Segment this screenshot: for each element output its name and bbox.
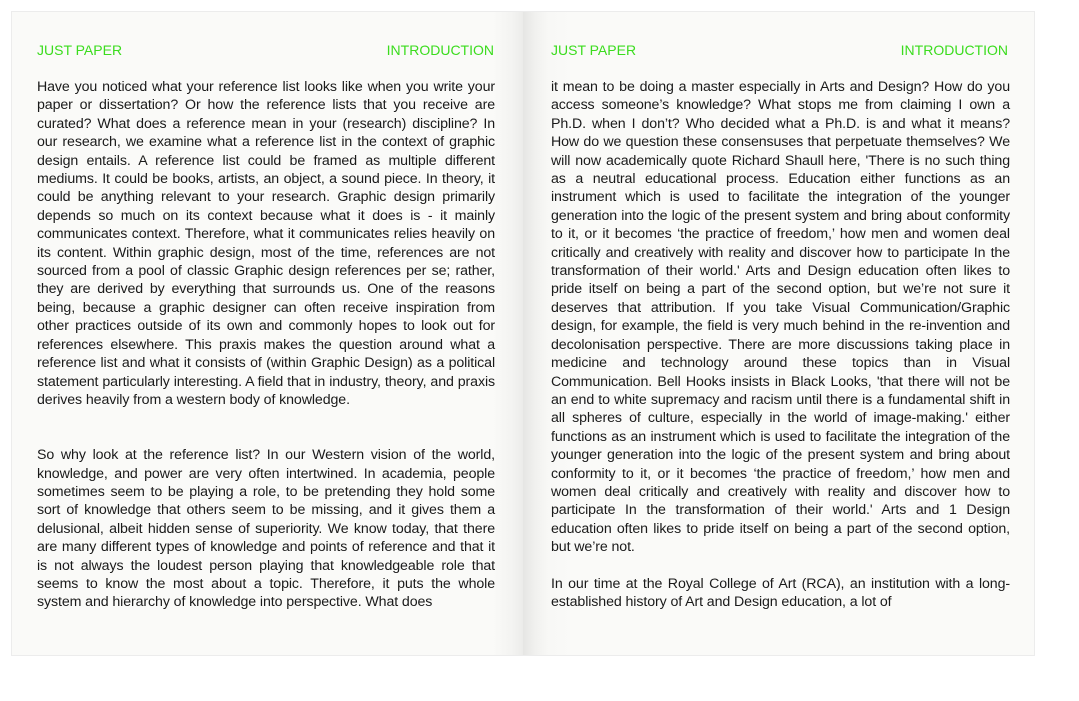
left-page-body	[37, 78, 495, 612]
book-spread	[12, 12, 1034, 655]
running-head-section: INTRODUCTION	[900, 42, 1008, 58]
right-page-body	[551, 78, 1010, 612]
running-head-publication: JUST PAPER	[551, 42, 637, 58]
paragraph-spacer	[551, 557, 1010, 575]
paragraph-spacer	[37, 409, 495, 446]
right-page	[523, 12, 1034, 655]
running-head-section: INTRODUCTION	[386, 42, 494, 58]
right-page-header	[551, 42, 1008, 60]
body-paragraph: Have you noticed what your reference list looks like when you write your paper or dissertation? Or how the reference lists that you receive are curated? What does a reference mean in your (research) discipline? In our research, we examine what a reference list in the context of graphic design entails. A reference list could be framed as multiple different mediums. It could be books, artists, an object, a sound piece. In theory, it could be anything relevant to your research. Graphic design primarily depends so much on its context because what it does is - it mainly communicates context. Therefore, what it communicates relies heavily on its content. Within graphic design, most of the time, references are not sourced from a pool of classic Graphic design references per se; rather, they are derived by everything that surrounds us. One of the reasons being, because a graphic designer can often receive inspiration from other practices outside of its own and commonly hopes to look out for references elsewhere. This praxis makes the question around what a reference list and what it consists of (within Graphic Design) as a political statement particularly interesting. A field that in industry, theory, and praxis derives heavily from a western body of knowledge.	[37, 79, 495, 408]
left-page-header	[37, 42, 494, 60]
body-paragraph: it mean to be doing a master especially in Arts and Design? How do you access someone’s knowledge? What stops me from claiming I own a Ph.D. when I don’t? Who decided what a Ph.D. is and what it means? How do we question these consensuses that perpetuate themselves? We will now academically quote Richard Shaull here, 'There is no such thing as a neutral educational process. Education either functions as an instrument which is used to facilitate the integration of the younger generation into the logic of the present system and bring about conformity to it, or it becomes ‘the practice of freedom,’ how men and women deal critically and creatively with reality and discover how to participate In the transformation of their world.' Arts and Design education often likes to pride itself on being a part of the second option, but we’re not sure it deserves that attribution. If you take Visual Communication/Graphic design, for example, the field is very much behind in the re-invention and decolonisation perspective. There are more discussions taking place in medicine and technology around these topics than in Visual Communication. Bell Hooks insists in Black Looks, 'that there will not be an end to white supremacy and racism until there is a fundamental shift in all spheres of culture, especially in the world of image-making.' either functions as an instrument which is used to facilitate the integration of the younger generation into the logic of the present system and bring about conformity to it, or it becomes ‘the practice of freedom,’ how men and women deal critically and creatively with reality and discover how to participate In the transformation of their world.' Arts and 1 Design education often likes to pride itself on being a part of the second option, but we’re not.	[551, 79, 1010, 556]
body-paragraph: So why look at the reference list? In our Western vision of the world, knowledge, and power are very often intertwined. In academia, people sometimes seem to be playing a role, to be pretending they hold some sort of knowledge that others seem to be missing, and it gives them a delusional, albeit hidden sense of superiority. We know today, that there are many different types of knowledge and points of reference and that it is not always the loudest person playing that knowledgeable role that seems to know the most about a topic. Therefore, it puts the whole system and hierarchy of knowledge into perspective. What does	[37, 447, 495, 611]
body-paragraph: In our time at the Royal College of Art (RCA), an institution with a long-established history of Art and Design education, a lot of	[551, 575, 1010, 611]
left-page	[12, 12, 523, 655]
running-head-publication: JUST PAPER	[37, 42, 123, 58]
